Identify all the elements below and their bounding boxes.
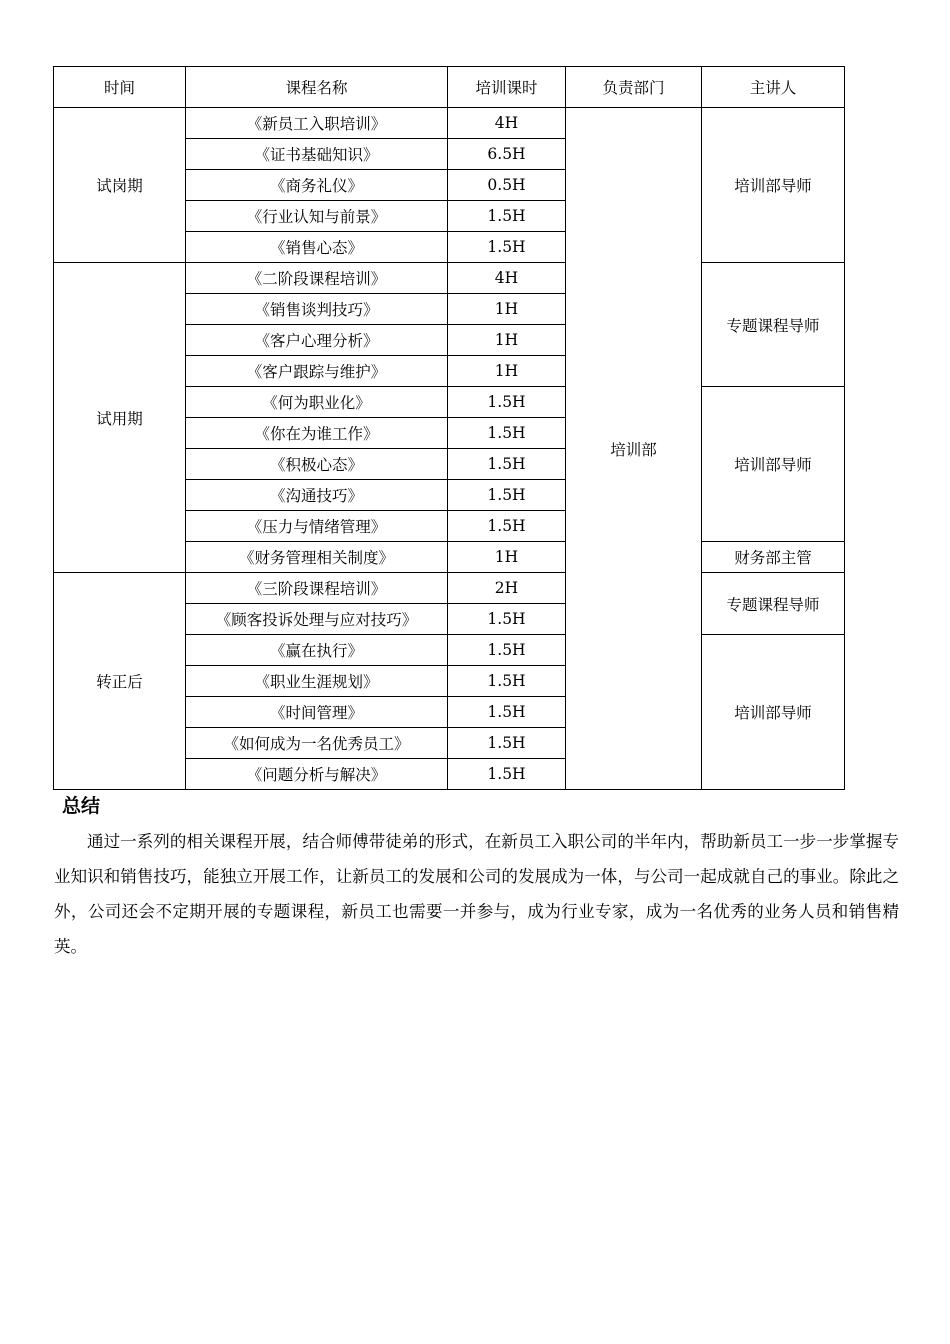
lecturer-cell: 培训部导师 <box>702 635 845 790</box>
course-hours-cell: 1H <box>448 294 566 325</box>
course-name-cell: 《销售心态》 <box>186 232 448 263</box>
course-hours-cell: 0.5H <box>448 170 566 201</box>
table-row <box>54 263 845 294</box>
course-hours-cell: 1.5H <box>448 604 566 635</box>
course-hours-cell: 4H <box>448 108 566 139</box>
course-hours-cell: 6.5H <box>448 139 566 170</box>
course-hours-cell: 1.5H <box>448 697 566 728</box>
table-header <box>54 67 845 108</box>
course-hours-cell: 1.5H <box>448 387 566 418</box>
header-lecturer: 主讲人 <box>702 67 845 108</box>
course-name-cell: 《何为职业化》 <box>186 387 448 418</box>
period-cell: 试用期 <box>54 263 186 573</box>
course-name-cell: 《压力与情绪管理》 <box>186 511 448 542</box>
course-name-cell: 《销售谈判技巧》 <box>186 294 448 325</box>
course-hours-cell: 1.5H <box>448 759 566 790</box>
course-hours-cell: 1.5H <box>448 480 566 511</box>
table-body <box>54 108 845 790</box>
department-cell: 培训部 <box>566 108 702 790</box>
course-name-cell: 《客户心理分析》 <box>186 325 448 356</box>
course-hours-cell: 1.5H <box>448 635 566 666</box>
course-name-cell: 《积极心态》 <box>186 449 448 480</box>
course-hours-cell: 4H <box>448 263 566 294</box>
table-row <box>54 573 845 604</box>
header-time: 时间 <box>54 67 186 108</box>
lecturer-cell: 财务部主管 <box>702 542 845 573</box>
header-department: 负责部门 <box>566 67 702 108</box>
course-name-cell: 《财务管理相关制度》 <box>186 542 448 573</box>
course-name-cell: 《顾客投诉处理与应对技巧》 <box>186 604 448 635</box>
course-hours-cell: 1.5H <box>448 728 566 759</box>
course-name-cell: 《时间管理》 <box>186 697 448 728</box>
course-name-cell: 《行业认知与前景》 <box>186 201 448 232</box>
course-name-cell: 《你在为谁工作》 <box>186 418 448 449</box>
lecturer-cell: 专题课程导师 <box>702 263 845 387</box>
lecturer-cell: 培训部导师 <box>702 387 845 542</box>
course-hours-cell: 1H <box>448 356 566 387</box>
summary-title: 总结 <box>62 795 101 817</box>
course-name-cell: 《如何成为一名优秀员工》 <box>186 728 448 759</box>
course-hours-cell: 1.5H <box>448 201 566 232</box>
course-name-cell: 《证书基础知识》 <box>186 139 448 170</box>
course-name-cell: 《商务礼仪》 <box>186 170 448 201</box>
course-hours-cell: 1H <box>448 542 566 573</box>
course-hours-cell: 1.5H <box>448 449 566 480</box>
course-hours-cell: 1.5H <box>448 511 566 542</box>
training-schedule-table <box>53 66 845 790</box>
period-cell: 转正后 <box>54 573 186 790</box>
lecturer-cell: 培训部导师 <box>702 108 845 263</box>
lecturer-cell: 专题课程导师 <box>702 573 845 635</box>
course-name-cell: 《新员工入职培训》 <box>186 108 448 139</box>
header-course-name: 课程名称 <box>186 67 448 108</box>
course-name-cell: 《沟通技巧》 <box>186 480 448 511</box>
header-row <box>54 67 845 108</box>
course-name-cell: 《客户跟踪与维护》 <box>186 356 448 387</box>
course-hours-cell: 1H <box>448 325 566 356</box>
course-name-cell: 《赢在执行》 <box>186 635 448 666</box>
course-name-cell: 《职业生涯规划》 <box>186 666 448 697</box>
course-hours-cell: 1.5H <box>448 666 566 697</box>
course-name-cell: 《二阶段课程培训》 <box>186 263 448 294</box>
period-cell: 试岗期 <box>54 108 186 263</box>
summary-paragraph: 通过一系列的相关课程开展，结合师傅带徒弟的形式，在新员工入职公司的半年内，帮助新员工一步一步掌握专业知识和销售技巧，能独立开展工作，让新员工的发展和公司的发展成为一体，与公司一起成就自己的事业。除此之外，公司还会不定期开展的专题课程，新员工也需要一并参与，成为行业专家，成为一名优秀的业务人员和销售精英。 <box>54 832 899 956</box>
course-hours-cell: 2H <box>448 573 566 604</box>
table-row <box>54 108 845 139</box>
course-hours-cell: 1.5H <box>448 232 566 263</box>
course-name-cell: 《三阶段课程培训》 <box>186 573 448 604</box>
course-name-cell: 《问题分析与解决》 <box>186 759 448 790</box>
header-training-hours: 培训课时 <box>448 67 566 108</box>
course-hours-cell: 1.5H <box>448 418 566 449</box>
